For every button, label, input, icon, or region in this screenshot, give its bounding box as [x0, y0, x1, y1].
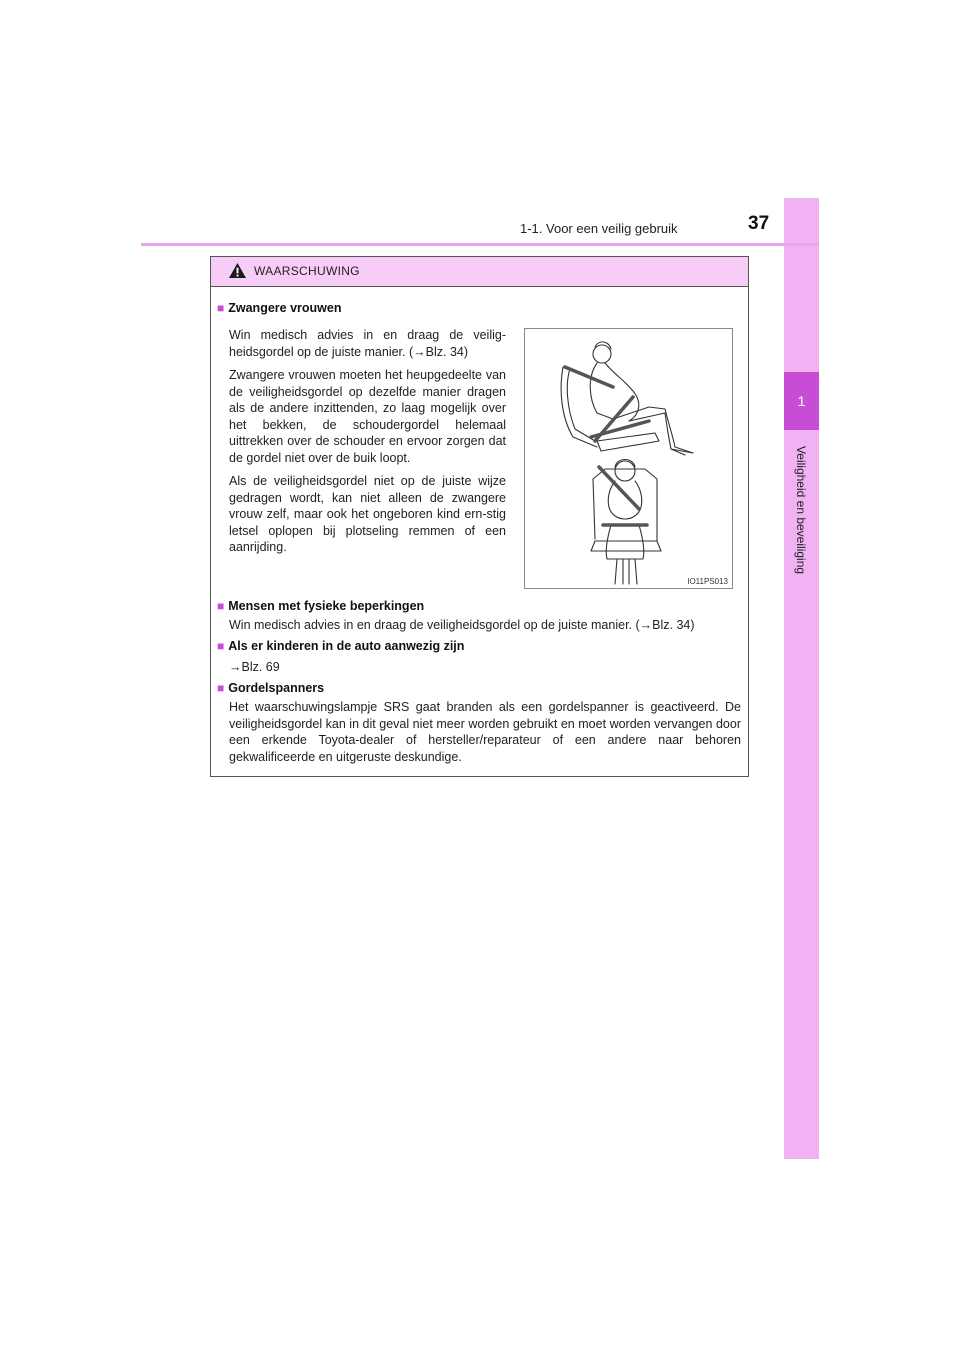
side-tab	[784, 198, 819, 1159]
pregnant-paragraphs	[229, 327, 506, 563]
paragraph: →Blz. 69	[229, 660, 280, 674]
page-number: 37	[748, 213, 770, 234]
paragraph: Zwangere vrouwen moeten het heupgedeelte van de veiligheidsgordel op dezelfde manier dragen als de andere inzittenden, zo laag mogelijk over het bekken, de schoudergordel helemaal uittrekken over de schouder en ervoor zorgen dat de gordel niet over de buik loopt.	[229, 368, 506, 465]
paragraph: Win medisch advies in en draag de veiligheidsgordel op de juiste manier. (→Blz. 34)	[229, 618, 695, 632]
section-heading: ■ Zwangere vrouwen	[217, 301, 342, 315]
header-rule	[141, 243, 819, 246]
section-heading: ■ Gordelspanners	[217, 681, 325, 695]
section-disabled	[217, 599, 424, 613]
paragraph: Win medisch advies in en draag de veilig-heidsgordel op de juiste manier. (→Blz. 34)	[229, 328, 506, 359]
pretensioners-text	[229, 699, 741, 765]
seatbelt-illustration	[524, 328, 733, 589]
section-pretensioners	[217, 681, 324, 695]
paragraph: Als de veiligheidsgordel niet op de juiste wijze gedragen wordt, kan niet alleen de zwangere vrouw zelf, maar ook het ongeboren kind ern-stig letsel oplopen bij plotseling remmen of een aanrijding.	[229, 474, 506, 554]
section-heading: ■ Mensen met fysieke beperkingen	[217, 599, 425, 613]
square-bullet-icon: ■	[217, 681, 225, 695]
pregnant-woman-seatbelt-illustration	[525, 329, 732, 588]
chapter-number: 1	[784, 372, 819, 430]
warning-title: WAARSCHUWING	[254, 264, 360, 278]
disabled-text	[229, 617, 741, 634]
section-heading: ■ Als er kinderen in de auto aanwezig zijn	[217, 639, 465, 653]
children-text	[229, 659, 741, 676]
chapter-label: Veiligheid en beveiliging	[794, 445, 808, 575]
section-title: 1-1. Voor een veilig gebruik	[520, 221, 678, 236]
paragraph: Het waarschuwingslampje SRS gaat branden als een gordelspanner is geactiveerd. De veiligheidsgordel kan in dit geval niet meer worden gebruikt en moet worden vervangen door een erkende Toyota-dealer of hersteller/reparateur of een andere naar behoren gekwalificeerde en uitgeruste deskundige.	[229, 700, 741, 764]
warning-triangle-icon	[228, 262, 247, 279]
square-bullet-icon: ■	[217, 639, 225, 653]
illustration-code: IO11PS013	[687, 577, 728, 586]
square-bullet-icon: ■	[217, 301, 225, 315]
section-pregnant	[217, 301, 341, 315]
warning-header	[211, 257, 748, 287]
warning-box	[210, 256, 749, 777]
section-children	[217, 639, 464, 653]
square-bullet-icon: ■	[217, 599, 225, 613]
